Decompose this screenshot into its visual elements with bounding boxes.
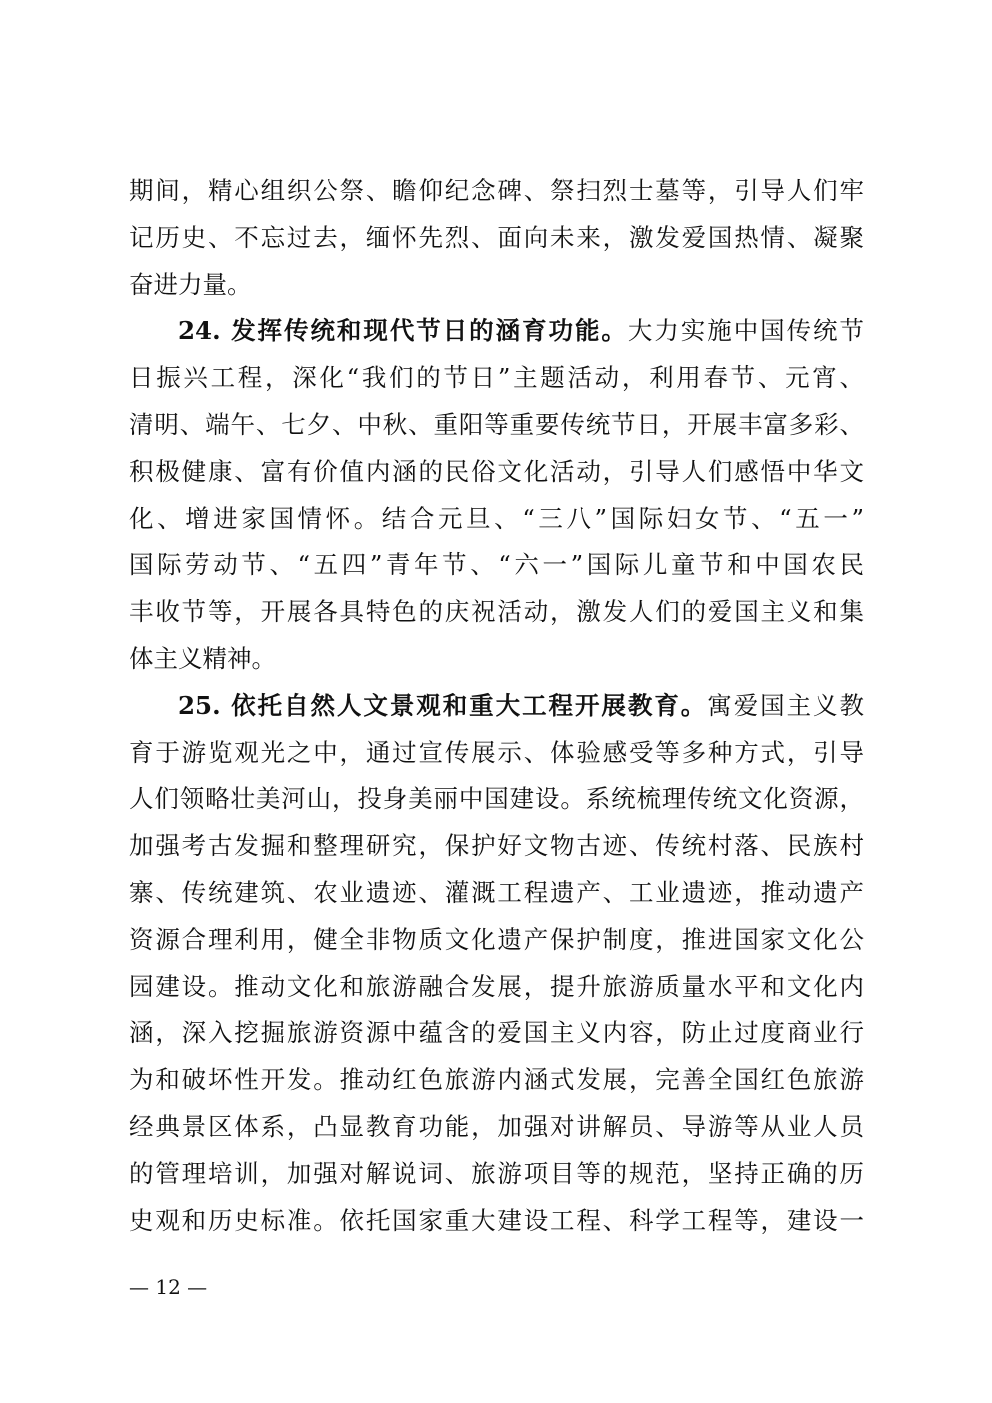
section-24-line: 国际劳动节、“五四”青年节、“六一”国际儿童节和中国农民	[129, 550, 864, 580]
section-24-line: 日振兴工程，深化“我们的节日”主题活动，利用春节、元宵、	[129, 363, 864, 393]
section-25-line: 涵，深入挖掘旅游资源中蕴含的爱国主义内容，防止过度商业行	[129, 1018, 864, 1048]
section-25-line: 的管理培训，加强对解说词、旅游项目等的规范，坚持正确的历	[129, 1158, 864, 1188]
section-25-line: 园建设。推动文化和旅游融合发展，提升旅游质量水平和文化内	[129, 971, 864, 1001]
section-24-line: 丰收节等，开展各具特色的庆祝活动，激发人们的爱国主义和集	[129, 597, 864, 627]
section-25-line: 寨、传统建筑、农业遗迹、灌溉工程遗产、工业遗迹，推动遗产	[129, 877, 864, 907]
section-24-first-line-text: 大力实施中国传统节	[627, 316, 865, 346]
page-number: — 12 —	[129, 1275, 208, 1299]
section-24-line: 体主义精神。	[129, 643, 276, 673]
section-25-line: 育于游览观光之中，通过宣传展示、体验感受等多种方式，引导	[129, 737, 864, 767]
section-25-first-line	[129, 683, 864, 730]
section-24-heading: 24. 发挥传统和现代节日的涵育功能。	[178, 316, 628, 346]
section-25-heading: 25. 依托自然人文景观和重大工程开展教育。	[178, 690, 708, 720]
section-25-line: 为和破坏性开发。推动红色旅游内涵式发展，完善全国红色旅游	[129, 1065, 864, 1095]
section-24-line: 清明、端午、七夕、中秋、重阳等重要传统节日，开展丰富多彩、	[129, 409, 864, 439]
section-25-line: 经典景区体系，凸显教育功能，加强对讲解员、导游等从业人员	[129, 1111, 864, 1141]
section-24-line: 化、增进家国情怀。结合元旦、“三八”国际妇女节、“五一”	[129, 503, 864, 533]
intro-line: 期间，精心组织公祭、瞻仰纪念碑、祭扫烈士墓等，引导人们牢	[129, 176, 864, 205]
section-25-line: 人们领略壮美河山，投身美丽中国建设。系统梳理传统文化资源，	[129, 784, 864, 814]
section-25-first-line-text: 寓爱国主义教	[707, 690, 865, 720]
intro-line: 奋进力量。	[129, 269, 252, 299]
body-text	[129, 168, 864, 1244]
section-24-line: 积极健康、富有价值内涵的民俗文化活动，引导人们感悟中华文	[129, 456, 864, 486]
section-24-first-line	[129, 308, 864, 355]
section-25-line: 资源合理利用，健全非物质文化遗产保护制度，推进国家文化公	[129, 924, 864, 954]
section-25-line: 史观和历史标准。依托国家重大建设工程、科学工程等，建设一	[129, 1205, 864, 1235]
intro-line: 记历史、不忘过去，缅怀先烈、面向未来，激发爱国热情、凝聚	[129, 222, 864, 252]
section-25-line: 加强考古发掘和整理研究，保护好文物古迹、传统村落、民族村	[129, 831, 864, 861]
